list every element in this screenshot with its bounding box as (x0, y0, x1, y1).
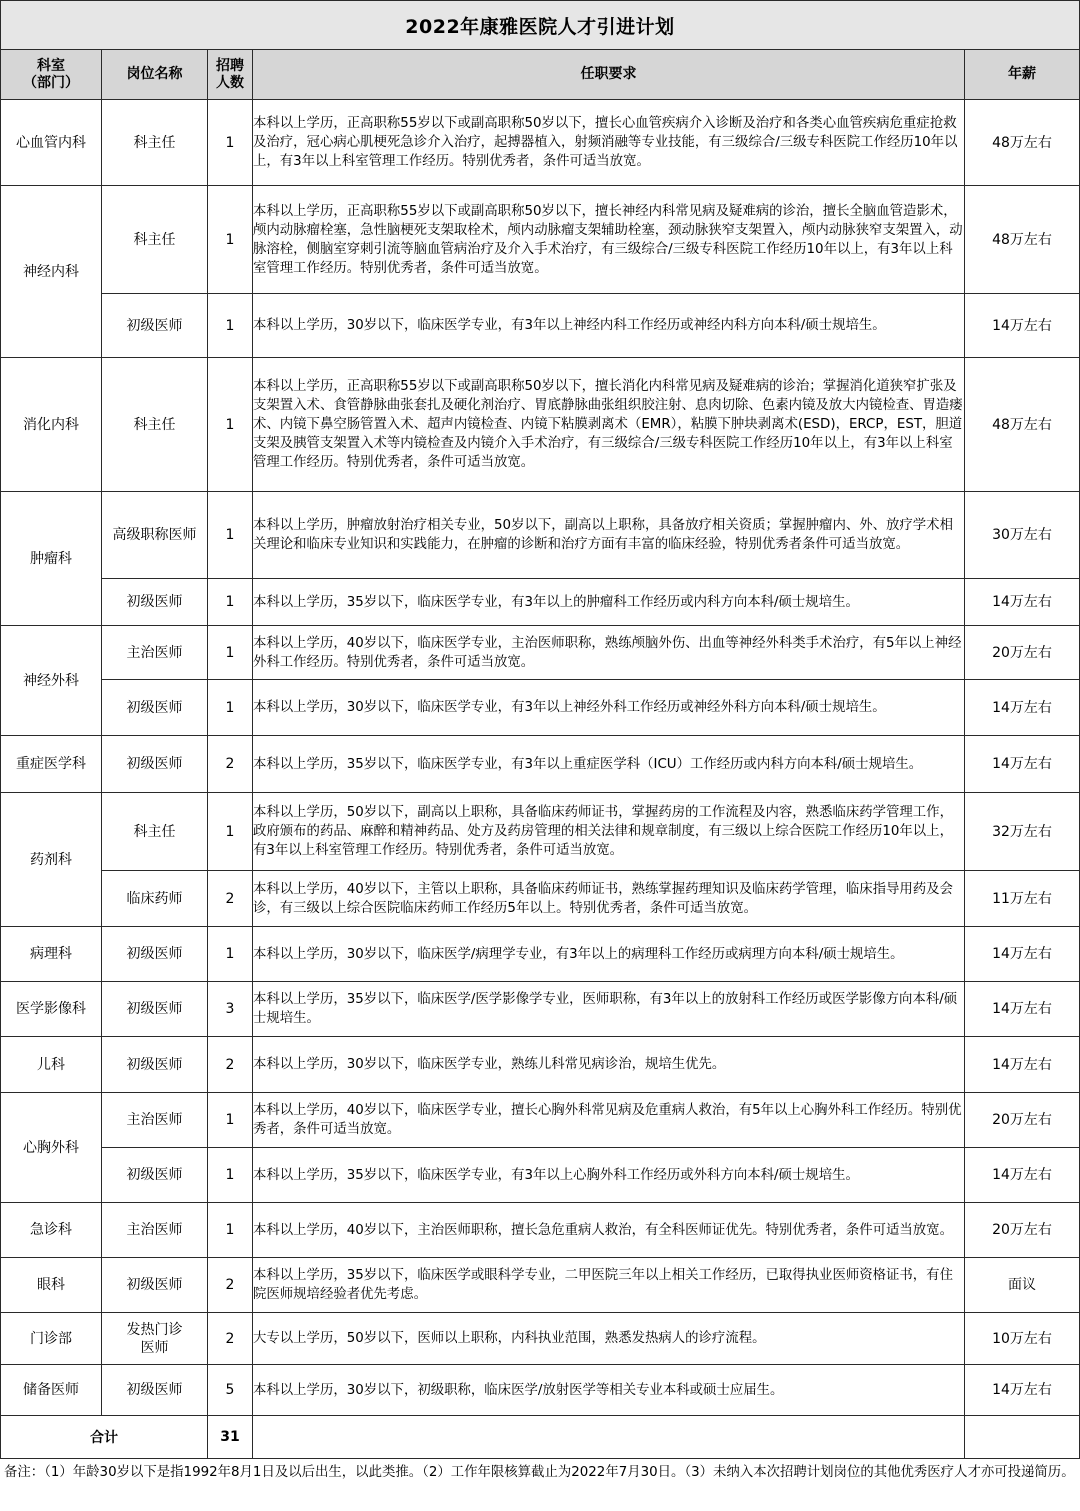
header-salary: 年薪 (965, 50, 1080, 100)
dept-cell: 药剂科 (1, 793, 102, 927)
requirements-cell: 本科以上学历，30岁以下，临床医学专业，有3年以上神经外科工作经历或神经外科方向本科/硕士规培生。 (253, 680, 965, 736)
header-requirements: 任职要求 (253, 50, 965, 100)
requirements-cell: 本科以上学历，40岁以下，临床医学专业，擅长心胸外科常见病及危重病人救治，有5年以上心胸外科工作经历。特别优秀者，条件可适当放宽。 (253, 1093, 965, 1148)
header-position: 岗位名称 (102, 50, 208, 100)
table-row (1, 492, 1080, 579)
table-row (1, 1258, 1080, 1313)
salary-cell: 48万左右 (965, 358, 1080, 492)
table-row (1, 1037, 1080, 1093)
position-cell: 初级医师 (102, 1148, 208, 1203)
salary-cell: 14万左右 (965, 1148, 1080, 1203)
position-cell: 主治医师 (102, 1203, 208, 1258)
salary-cell: 14万左右 (965, 736, 1080, 793)
requirements-cell: 本科以上学历，30岁以下，临床医学专业，有3年以上神经内科工作经历或神经内科方向本科/硕士规培生。 (253, 294, 965, 358)
count-cell: 2 (208, 1258, 253, 1313)
position-cell: 初级医师 (102, 579, 208, 626)
salary-cell: 14万左右 (965, 1037, 1080, 1093)
requirements-cell: 本科以上学历，正高职称55岁以下或副高职称50岁以下，擅长心血管疾病介入诊断及治疗和各类心血管疾病危重症抢救及治疗，冠心病心肌梗死急诊介入治疗，起搏器植入，射频消融等专业技能，有三级综合/三级专科医院工作经历10年以上，有3年以上科室管理工作经历。特别优秀者，条件可适当放宽。 (253, 100, 965, 186)
count-cell: 1 (208, 579, 253, 626)
dept-cell: 重症医学科 (1, 736, 102, 793)
requirements-cell: 本科以上学历，35岁以下，临床医学专业，有3年以上心胸外科工作经历或外科方向本科/硕士规培生。 (253, 1148, 965, 1203)
position-cell: 初级医师 (102, 294, 208, 358)
salary-cell: 48万左右 (965, 100, 1080, 186)
position-cell: 科主任 (102, 186, 208, 294)
position-cell: 科主任 (102, 358, 208, 492)
table-row (1, 927, 1080, 982)
table-row (1, 626, 1080, 680)
salary-cell: 30万左右 (965, 492, 1080, 579)
table-row (1, 294, 1080, 358)
table-row (1, 186, 1080, 294)
requirements-cell: 本科以上学历，30岁以下，临床医学/病理学专业，有3年以上的病理科工作经历或病理方向本科/硕士规培生。 (253, 927, 965, 982)
table-row (1, 793, 1080, 871)
dept-cell: 医学影像科 (1, 982, 102, 1037)
position-cell: 发热门诊 医师 (102, 1313, 208, 1365)
count-cell: 1 (208, 626, 253, 680)
total-count: 31 (208, 1416, 253, 1459)
count-cell: 1 (208, 100, 253, 186)
requirements-cell: 本科以上学历，40岁以下，主治医师职称，擅长急危重病人救治，有全科医师证优先。特别优秀者，条件可适当放宽。 (253, 1203, 965, 1258)
salary-cell: 14万左右 (965, 680, 1080, 736)
position-cell: 初级医师 (102, 927, 208, 982)
dept-cell: 肿瘤科 (1, 492, 102, 626)
count-cell: 2 (208, 1037, 253, 1093)
position-cell: 科主任 (102, 793, 208, 871)
table-row (1, 680, 1080, 736)
requirements-cell: 本科以上学历，50岁以下，副高以上职称，具备临床药师证书，掌握药房的工作流程及内容，熟悉临床药学管理工作，政府颁布的药品、麻醉和精神药品、处方及药房管理的相关法律和规章制度，有三级以上综合医院工作经历10年以上，有3年以上科室管理工作经历。特别优秀者，条件可适当放宽。 (253, 793, 965, 871)
dept-cell: 心胸外科 (1, 1093, 102, 1203)
salary-cell: 11万左右 (965, 871, 1080, 927)
count-cell: 1 (208, 294, 253, 358)
position-cell: 高级职称医师 (102, 492, 208, 579)
position-cell: 初级医师 (102, 982, 208, 1037)
dept-cell: 急诊科 (1, 1203, 102, 1258)
total-label: 合计 (1, 1416, 208, 1459)
table-row (1, 982, 1080, 1037)
salary-cell: 14万左右 (965, 294, 1080, 358)
salary-cell: 20万左右 (965, 1203, 1080, 1258)
requirements-cell: 本科以上学历，正高职称55岁以下或副高职称50岁以下，擅长神经内科常见病及疑难病的诊治，擅长全脑血管造影术，颅内动脉瘤栓塞，急性脑梗死支架取栓术，颅内动脉瘤支架辅助栓塞，颈动脉狭窄支架置入，颅内动脉狭窄支架置入，动脉溶栓，侧脑室穿刺引流等脑血管病治疗及介入手术治疗，有三级综合/三级专科医院工作经历10年以上，有3年以上科室管理工作经历。特别优秀者，条件可适当放宽。 (253, 186, 965, 294)
count-cell: 5 (208, 1365, 253, 1416)
dept-cell: 眼科 (1, 1258, 102, 1313)
position-cell: 临床药师 (102, 871, 208, 927)
count-cell: 1 (208, 1148, 253, 1203)
position-cell: 初级医师 (102, 1365, 208, 1416)
salary-cell: 14万左右 (965, 927, 1080, 982)
table-row (1, 579, 1080, 626)
count-cell: 2 (208, 871, 253, 927)
requirements-cell: 本科以上学历，30岁以下，临床医学专业，熟练儿科常见病诊治，规培生优先。 (253, 1037, 965, 1093)
count-cell: 1 (208, 927, 253, 982)
dept-cell: 儿科 (1, 1037, 102, 1093)
dept-cell: 病理科 (1, 927, 102, 982)
dept-cell: 心血管内科 (1, 100, 102, 186)
requirements-cell: 本科以上学历，30岁以下，初级职称，临床医学/放射医学等相关专业本科或硕士应届生。 (253, 1365, 965, 1416)
table-row (1, 1093, 1080, 1148)
count-cell: 1 (208, 1203, 253, 1258)
table-row (1, 358, 1080, 492)
requirements-cell: 本科以上学历，肿瘤放射治疗相关专业，50岁以下，副高以上职称，具备放疗相关资质；掌握肿瘤内、外、放疗学术相关理论和临床专业知识和实践能力，在肿瘤的诊断和治疗方面有丰富的临床经验，特别优秀者条件可适当放宽。 (253, 492, 965, 579)
salary-cell: 14万左右 (965, 1365, 1080, 1416)
dept-cell: 神经外科 (1, 626, 102, 736)
count-cell: 2 (208, 736, 253, 793)
salary-cell: 10万左右 (965, 1313, 1080, 1365)
total-row (1, 1416, 1080, 1459)
count-cell: 1 (208, 186, 253, 294)
dept-cell: 神经内科 (1, 186, 102, 358)
page-title: 2022年康雅医院人才引进计划 (1, 1, 1080, 50)
table-row (1, 1365, 1080, 1416)
header-count: 招聘 人数 (208, 50, 253, 100)
position-cell: 初级医师 (102, 680, 208, 736)
requirements-cell: 本科以上学历，40岁以下，临床医学专业，主治医师职称，熟练颅脑外伤、出血等神经外科类手术治疗，有5年以上神经外科工作经历。特别优秀者，条件可适当放宽。 (253, 626, 965, 680)
position-cell: 主治医师 (102, 626, 208, 680)
footnote: 备注：（1）年龄30岁以下是指1992年8月1日及以后出生，以此类推。（2）工作年限核算截止为2022年7月30日。（3）未纳入本次招聘计划岗位的其他优秀医疗人才亦可投递简历。 (4, 1465, 1075, 1480)
table-row (1, 736, 1080, 793)
requirements-cell: 本科以上学历，35岁以下，临床医学或眼科学专业，二甲医院三年以上相关工作经历，已取得执业医师资格证书，有住院医师规培经验者优先考虑。 (253, 1258, 965, 1313)
count-cell: 1 (208, 793, 253, 871)
table-row (1, 100, 1080, 186)
position-cell: 主治医师 (102, 1093, 208, 1148)
header-row (1, 50, 1080, 100)
position-cell: 初级医师 (102, 736, 208, 793)
requirements-cell: 本科以上学历，35岁以下，临床医学专业，有3年以上重症医学科（ICU）工作经历或内科方向本科/硕士规培生。 (253, 736, 965, 793)
count-cell: 1 (208, 680, 253, 736)
count-cell: 1 (208, 1093, 253, 1148)
total-empty (965, 1416, 1080, 1459)
title-row (1, 1, 1080, 50)
total-empty (253, 1416, 965, 1459)
position-cell: 初级医师 (102, 1258, 208, 1313)
table-row (1, 1203, 1080, 1258)
salary-cell: 32万左右 (965, 793, 1080, 871)
header-dept: 科室 （部门） (1, 50, 102, 100)
salary-cell: 14万左右 (965, 579, 1080, 626)
position-cell: 初级医师 (102, 1037, 208, 1093)
dept-cell: 门诊部 (1, 1313, 102, 1365)
requirements-cell: 本科以上学历，35岁以下，临床医学/医学影像学专业，医师职称，有3年以上的放射科工作经历或医学影像方向本科/硕士规培生。 (253, 982, 965, 1037)
count-cell: 2 (208, 1313, 253, 1365)
salary-cell: 14万左右 (965, 982, 1080, 1037)
dept-cell: 储备医师 (1, 1365, 102, 1416)
table-row (1, 871, 1080, 927)
dept-cell: 消化内科 (1, 358, 102, 492)
requirements-cell: 大专以上学历，50岁以下，医师以上职称，内科执业范围，熟悉发热病人的诊疗流程。 (253, 1313, 965, 1365)
table-row (1, 1313, 1080, 1365)
count-cell: 1 (208, 492, 253, 579)
requirements-cell: 本科以上学历，35岁以下，临床医学专业，有3年以上的肿瘤科工作经历或内科方向本科/硕士规培生。 (253, 579, 965, 626)
requirements-cell: 本科以上学历，正高职称55岁以下或副高职称50岁以下，擅长消化内科常见病及疑难病的诊治；掌握消化道狭窄扩张及支架置入术、食管静脉曲张套扎及硬化剂治疗、胃底静脉曲张组织胶注射、息肉切除、色素内镜及放大内镜检查、胃造瘘术、内镜下鼻空肠管置入术、超声内镜检查、内镜下粘膜剥离术（EMR），粘膜下肿块剥离术(ESD)，ERCP，EST，胆道支架及胰管支架置入术等内镜检查及内镜介入手术治疗，有三级综合/三级专科医院工作经历10年以上，有3年以上科室管理工作经历。特别优秀者，条件可适当放宽。 (253, 358, 965, 492)
count-cell: 1 (208, 358, 253, 492)
table-row (1, 1148, 1080, 1203)
salary-cell: 20万左右 (965, 1093, 1080, 1148)
salary-cell: 20万左右 (965, 626, 1080, 680)
count-cell: 3 (208, 982, 253, 1037)
salary-cell: 48万左右 (965, 186, 1080, 294)
position-cell: 科主任 (102, 100, 208, 186)
salary-cell: 面议 (965, 1258, 1080, 1313)
requirements-cell: 本科以上学历，40岁以下，主管以上职称，具备临床药师证书，熟练掌握药理知识及临床药学管理，临床指导用药及会诊，有三级以上综合医院临床药师工作经历5年以上。特别优秀者，条件可适当放宽。 (253, 871, 965, 927)
